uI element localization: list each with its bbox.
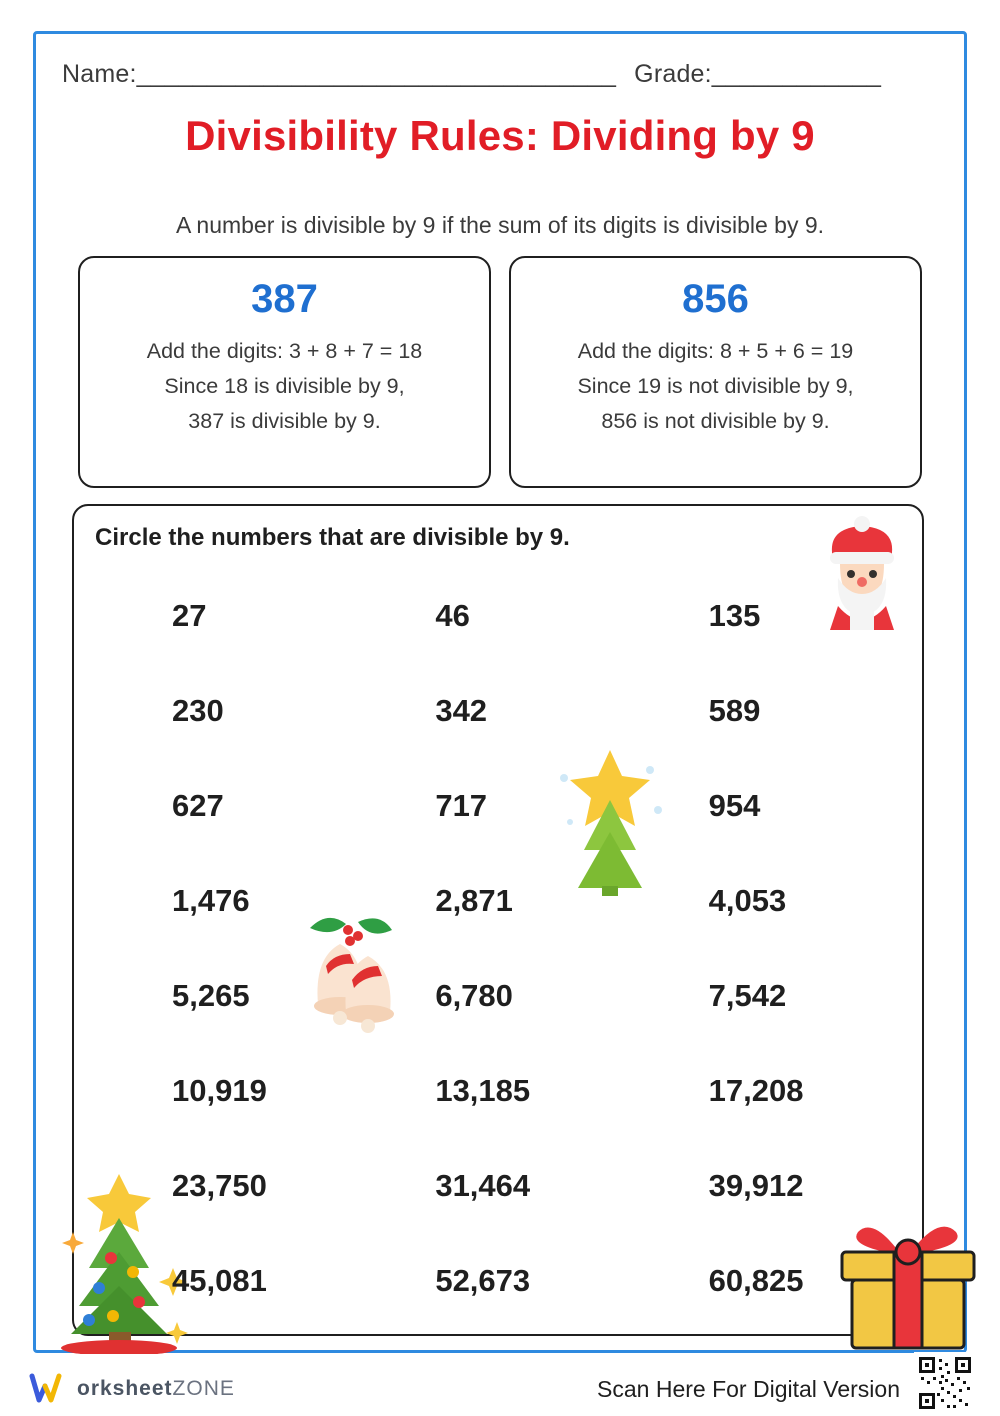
example-number-2: 856: [682, 277, 749, 321]
exercise-instruction: Circle the numbers that are divisible by 9.: [95, 524, 570, 551]
number-item[interactable]: 23,750: [172, 1167, 267, 1203]
page-title: Divisibility Rules: Dividing by 9: [185, 112, 815, 159]
example-line-2a: Add the digits: 8 + 5 + 6 = 19: [577, 339, 854, 363]
example-line-2c: 856 is not divisible by 9.: [601, 409, 830, 434]
number-item[interactable]: 589: [708, 692, 761, 728]
brand-suffix: ZONE: [172, 1377, 235, 1400]
number-item[interactable]: 52,673: [435, 1262, 531, 1298]
brand-name: orksheet: [77, 1377, 173, 1400]
number-item[interactable]: 31,464: [435, 1167, 531, 1203]
number-item[interactable]: 39,912: [708, 1167, 804, 1203]
qr-code[interactable]: [914, 1352, 976, 1414]
example-line-1a: Add the digits: 3 + 8 + 7 = 18: [146, 339, 423, 363]
number-item[interactable]: 60,825: [708, 1262, 804, 1298]
number-item[interactable]: 4,053: [708, 882, 787, 918]
example-line-1b: Since 18 is divisible by 9,: [164, 374, 405, 399]
number-item[interactable]: 45,081: [172, 1262, 267, 1298]
number-item[interactable]: 46: [435, 597, 470, 633]
example-boxes: [78, 256, 923, 488]
divisibility-rule-text: A number is divisible by 9 if the sum of its digits is divisible by 9.: [175, 212, 825, 238]
number-item[interactable]: 1,476: [172, 882, 250, 918]
example-number-1: 387: [251, 277, 318, 321]
number-item[interactable]: 13,185: [435, 1072, 531, 1108]
example-explanation-1: [80, 334, 489, 439]
grade-field-label[interactable]: Grade:____________: [634, 59, 882, 88]
number-item[interactable]: 230: [172, 692, 224, 728]
number-item[interactable]: 6,780: [435, 977, 513, 1013]
number-item[interactable]: 7,542: [708, 977, 787, 1013]
number-item[interactable]: 10,919: [172, 1072, 267, 1108]
christmas-bells-icon: [288, 908, 418, 1033]
worksheet-zone-logo[interactable]: [26, 1368, 235, 1410]
number-item[interactable]: 342: [435, 692, 488, 728]
logo-mark-icon: [26, 1368, 68, 1410]
name-grade-row: [62, 56, 942, 92]
number-item[interactable]: 627: [172, 787, 224, 823]
number-item[interactable]: 27: [172, 597, 207, 633]
number-item[interactable]: 135: [708, 597, 761, 633]
number-item[interactable]: 954: [708, 787, 761, 823]
number-grid: [110, 568, 900, 1318]
number-item[interactable]: 5,265: [172, 977, 250, 1013]
number-item[interactable]: 17,208: [708, 1072, 804, 1108]
number-item[interactable]: 2,871: [435, 882, 513, 918]
example-line-1c: 387 is divisible by 9.: [188, 409, 381, 434]
example-box-2: [509, 256, 922, 488]
number-item[interactable]: 717: [435, 787, 488, 823]
example-line-2b: Since 19 is not divisible by 9,: [577, 374, 854, 399]
brand-label: [77, 1377, 235, 1401]
name-field-label[interactable]: Name:__________________________________: [62, 59, 617, 88]
scan-instruction: Scan Here For Digital Version: [597, 1376, 900, 1402]
example-explanation-2: [511, 334, 920, 439]
example-box-1: [78, 256, 491, 488]
